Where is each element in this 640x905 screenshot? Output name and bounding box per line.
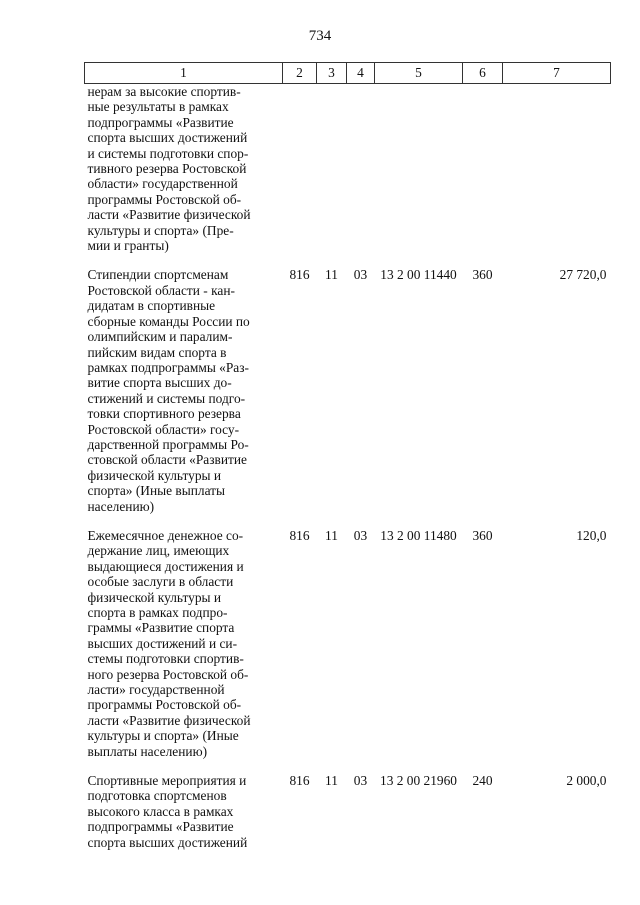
subsection-code: 03 [353, 527, 368, 543]
expense-type-code: 360 [472, 267, 493, 283]
section-code: 11 [325, 773, 338, 789]
subsection-code: 03 [353, 773, 368, 789]
row-description: нерам за высокие спортив- ные результаты в рамках подпрограммы «Развитие спорта высших достижений и системы подготовки спор- тивного резерва Ростовской области» государственной программы Ростовской об- ласти «Развитие физической культуры и спорта» (Пре- мии и гранты) [87, 84, 251, 254]
ministry-code: 816 [289, 773, 310, 789]
expense-type-code: 240 [472, 773, 493, 789]
page-number: 734 [308, 28, 332, 44]
table-row-continuation [85, 84, 611, 254]
column-header: 3 [317, 63, 347, 84]
target-code: 13 2 00 21960 [380, 773, 457, 789]
expense-type-code: 360 [472, 527, 493, 543]
amount: 2 000,0 [566, 773, 607, 789]
column-header: 6 [463, 63, 503, 84]
column-header: 5 [375, 63, 463, 84]
section-code: 11 [325, 527, 338, 543]
table-row [85, 267, 611, 514]
table-row [85, 528, 611, 759]
ministry-code: 816 [289, 267, 310, 283]
row-description: Стипендии спортсменам Ростовской области - кан- дидатам в спортивные сборные команды России по олимпийским и паралим- пийским видам спорта в рамках подпрограммы «Раз- витие спорта высших до- стижений и системы подго- товки спортивного резерва Ростовской области» госу- дарственной программы Ро- стовской области «Развитие физической культуры и спорта» (Иные выплаты населению) [87, 267, 250, 514]
column-header: 4 [347, 63, 375, 84]
table-row [85, 773, 611, 850]
row-description: Спортивные мероприятия и подготовка спортсменов высокого класса в рамках подпрограммы «Развитие спорта высших достижений [87, 773, 248, 850]
subsection-code: 03 [353, 267, 368, 283]
column-header: 7 [503, 63, 611, 84]
budget-table [84, 62, 611, 850]
target-code: 13 2 00 11440 [380, 267, 457, 283]
target-code: 13 2 00 11480 [380, 527, 457, 543]
ministry-code: 816 [289, 527, 310, 543]
row-description: Ежемесячное денежное со- держание лиц, имеющих выдающиеся достижения и особые заслуги в области физической культуры и спорта в рамках подпро- граммы «Развитие спорта высших достижений и си- стемы подготовки спортив- ного резерва Ростовской об- ласти» государственной программы Ростовской об- ласти «Развитие физической культуры и спорта» (Иные выплаты населению) [87, 527, 251, 759]
section-code: 11 [325, 267, 338, 283]
table-header-row [85, 63, 611, 84]
amount: 120,0 [576, 527, 607, 543]
column-header: 2 [283, 63, 317, 84]
amount: 27 720,0 [559, 267, 607, 283]
column-header: 1 [85, 63, 283, 84]
